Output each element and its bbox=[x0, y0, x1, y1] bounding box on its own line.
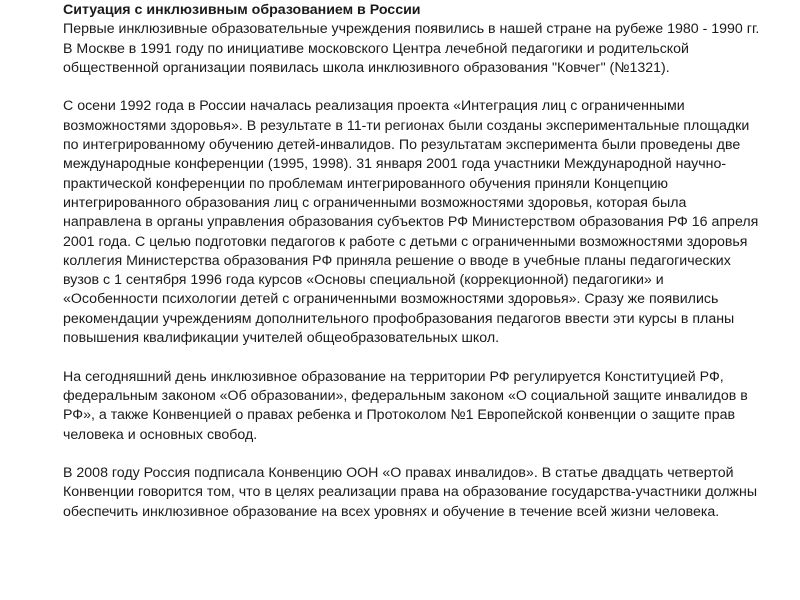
paragraph-un-convention: В 2008 году Россия подписала Конвенцию ООН «О правах инвалидов». В статье двадцать четвертой Конвенции говорится том, что в целях реализации права на образование государства-участники должны обеспечить инклюзивное образование на всех уровнях и обучение в течение всей жизни человека. bbox=[63, 465, 758, 520]
document-title: Ситуация с инклюзивным образованием в России bbox=[63, 2, 421, 18]
paragraph-integration-project: С осени 1992 года в России началась реализация проекта «Интеграция лиц с ограниченными возможностями здоровья». В результате в 11-ти регионах были созданы экспериментальные площадки по интегрированному обучению детей-инвалидов. По результатам эксперимента были проведены две международные конференции (1995, 1998). 31 января 2001 года участники Международной научно-практической конференции по проблемам интегрированного обучения приняли Концепцию интегрированного образования лиц с ограниченными возможностями здоровья, которая была направлена в органы управления образования субъектов РФ Министерством образования РФ 16 апреля 2001 года. С целью подготовки педагогов к работе с детьми с ограниченными возможностями здоровья коллегия Министерства образования РФ приняла решение о вводе в учебные планы педагогических вузов с 1 сентября 1996 года курсов «Основы специальной (коррекционной) педагогики» и «Особенности психологии детей с ограниченными возможностями здоровья». Сразу же появились рекомендации учреждениям дополнительного профобразования педагогов ввести эти курсы в планы повышения квалификации учителей общеобразовательных школ. bbox=[63, 98, 759, 347]
paragraph-history: Первые инклюзивные образовательные учреждения появились в нашей стране на рубеже 1980 - 1990 гг. В Москве в 1991 году по инициативе московского Центра лечебной педагогики и родительской общественной организации появилась школа инклюзивного образования "Ковчег" (№1321). bbox=[63, 21, 760, 76]
paragraph-legal-basis: На сегодняшний день инклюзивное образование на территории РФ регулируется Конституцией РФ, федеральным законом «Об образовании», федеральным законом «О социальной защите инвалидов в РФ», а также Конвенцией о правах ребенка и Протоколом №1 Европейской конвенции о защите прав человека и основных свобод. bbox=[63, 368, 748, 443]
